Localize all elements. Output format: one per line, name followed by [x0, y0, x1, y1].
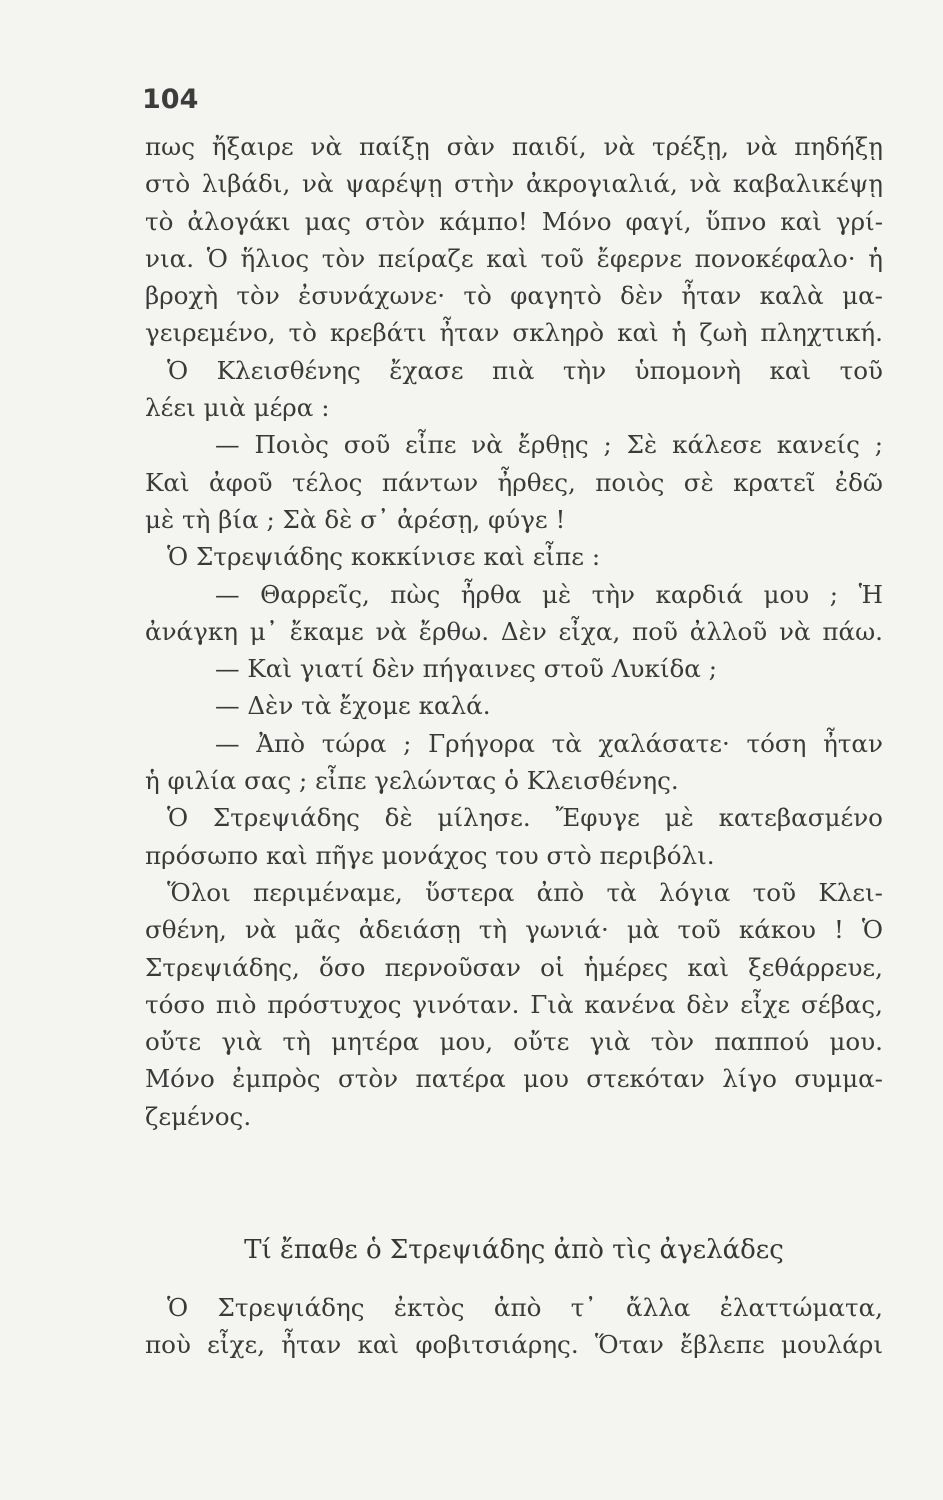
dialogue-line: — Δὲν τὰ ἔχομε καλά. [215, 691, 491, 721]
text-line: Ὁ Στρεψιάδης δὲ μίλησε. Ἔφυγε μὲ κατεβασμένο [167, 803, 883, 833]
dialogue-line: — Ποιὸς σοῦ εἶπε νὰ ἔρθῃς ; Σὲ κάλεσε κανείς ; [215, 430, 883, 460]
text-line: μὲ τὴ βία ; Σὰ δὲ σ᾽ ἀρέσῃ, φύγε ! [145, 504, 566, 534]
text-line: Στρεψιάδης, ὅσο περνοῦσαν οἱ ἡμέρες καὶ ξεθάρρευε, [145, 952, 883, 982]
text-line: βροχὴ τὸν ἐσυνάχωνε· τὸ φαγητὸ δὲν ἦταν καλὰ μα- [145, 281, 883, 311]
section-body-text [145, 1289, 883, 1364]
text-line: ἀνάγκη μ᾽ ἔκαμε νὰ ἔρθω. Δὲν εἶχα, ποῦ ἀλλοῦ νὰ πάω. [145, 616, 883, 646]
text-line: πως ἤξαιρε νὰ παίξῃ σὰν παιδί, νὰ τρέξῃ, νὰ πηδήξῃ [145, 132, 883, 161]
text-line: ποὺ εἶχε, ἦταν καὶ φοβιτσιάρης. Ὅταν ἔβλεπε μουλάρι [145, 1330, 883, 1360]
dialogue-line: — Καὶ γιατί δὲν πήγαινες στοῦ Λυκίδα ; [215, 654, 717, 684]
text-line: Καὶ ἀφοῦ τέλος πάντων ἦρθες, ποιὸς σὲ κρατεῖ ἐδῶ [145, 467, 883, 497]
text-line: οὔτε γιὰ τὴ μητέρα μου, οὔτε γιὰ τὸν παππού μου. [145, 1027, 883, 1057]
page-number: 104 [142, 84, 199, 115]
text-line: ἡ φιλία σας ; εἶπε γελώντας ὁ Κλεισθένης. [145, 766, 679, 796]
text-line: γειρεμένο, τὸ κρεβάτι ἦταν σκληρὸ καὶ ἡ ζωὴ πληχτική. [145, 318, 883, 348]
text-line: Ὅλοι περιμέναμε, ὕστερα ἀπὸ τὰ λόγια τοῦ Κλει- [167, 877, 883, 907]
text-line: τόσο πιὸ πρόστυχος γινόταν. Γιὰ κανένα δὲν εἶχε σέβας, [145, 989, 883, 1019]
text-line: πρόσωπο καὶ πῆγε μονάχος του στὸ περιβόλι. [145, 840, 715, 870]
text-line: Ὁ Στρεψιάδης κοκκίνισε καὶ εἶπε : [167, 542, 601, 572]
text-line: νια. Ὁ ἥλιος τὸν πείραζε καὶ τοῦ ἔφερνε πονοκέφαλο· ἡ [145, 243, 883, 273]
text-line: ζεμένος. [145, 1101, 252, 1131]
text-line: σθένη, νὰ μᾶς ἀδειάσῃ τὴ γωνιά· μὰ τοῦ κάκου ! Ὁ [145, 915, 883, 945]
dialogue-line: — Ἀπὸ τώρα ; Γρήγορα τὰ χαλάσατε· τόση ἦταν [215, 728, 883, 758]
text-line: λέει μιὰ μέρα : [145, 393, 330, 423]
dialogue-line: — Θαρρεῖς, πὼς ἦρθα μὲ τὴν καρδιά μου ; Ἡ [215, 579, 883, 609]
text-line: Ὁ Κλεισθένης ἔχασε πιὰ τὴν ὑπομονὴ καὶ τοῦ [167, 355, 883, 385]
text-line: τὸ ἀλογάκι μας στὸν κάμπο! Μόνο φαγί, ὕπνο καὶ γρί- [145, 206, 883, 236]
text-line: Μόνο ἐμπρὸς στὸν πατέρα μου στεκόταν λίγο συμμα- [145, 1064, 883, 1094]
body-text [145, 128, 883, 1135]
text-line: Ὁ Στρεψιάδης ἐκτὸς ἀπὸ τ᾽ ἄλλα ἐλαττώματα, [167, 1293, 883, 1322]
section-heading: Τί ἔπαθε ὁ Στρεψιάδης ἀπὸ τὶς ἀγελάδες [244, 1235, 784, 1265]
text-line: στὸ λιβάδι, νὰ ψαρέψῃ στὴν ἀκρογιαλιά, νὰ καβαλικέψῃ [145, 169, 883, 199]
